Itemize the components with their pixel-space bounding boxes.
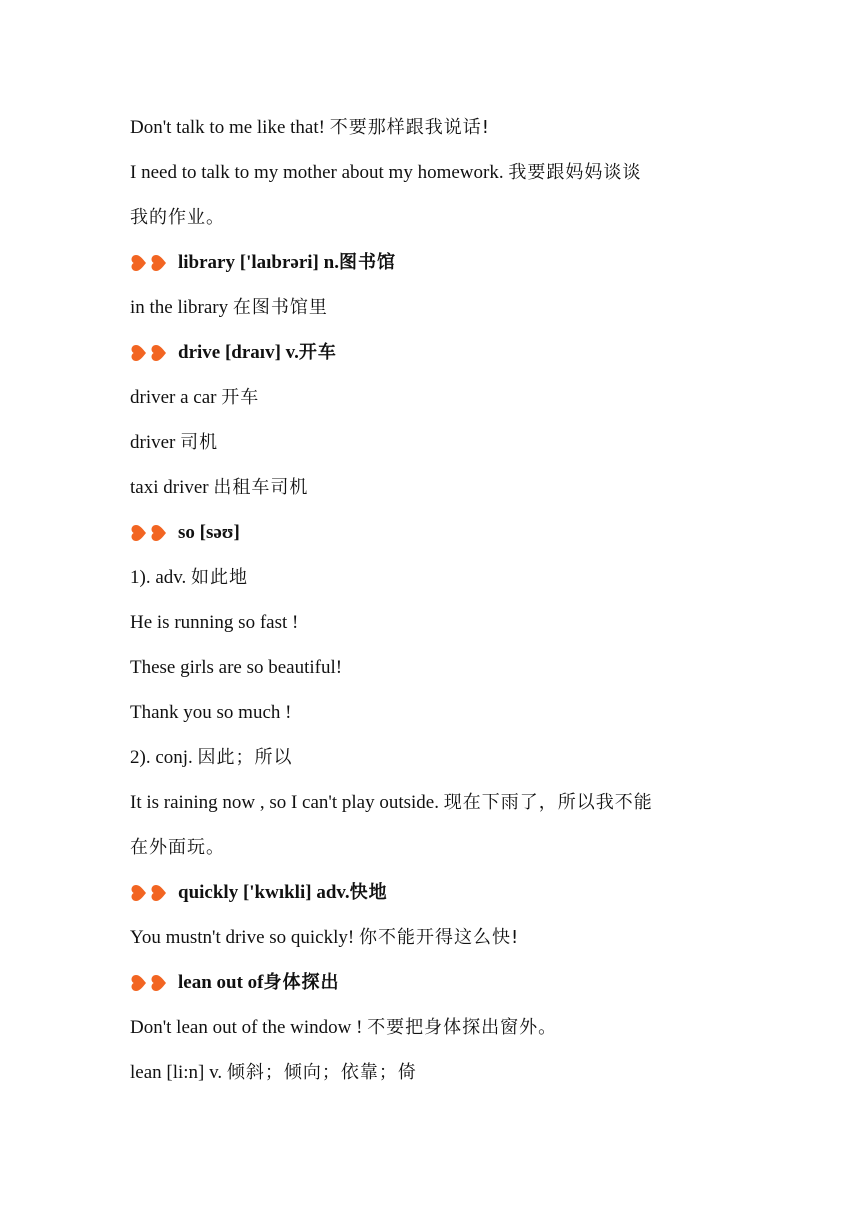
heart-bullet-icon (130, 974, 168, 992)
english-text: He is running so fast ! (130, 612, 299, 633)
sentence-line (130, 465, 740, 510)
heart-bullet-icon (130, 254, 168, 272)
chinese-text: 现在下雨了，所以我不能 (443, 792, 653, 813)
heading-english: quickly ['kwıkli] adv. (178, 882, 350, 903)
sentence-line (130, 600, 740, 645)
vocab-heading (130, 510, 740, 555)
sentence-line (130, 645, 740, 690)
chinese-text: 如此地 (191, 567, 249, 588)
sentence-line (130, 915, 740, 960)
vocab-heading (130, 870, 740, 915)
chinese-text: 出租车司机 (213, 477, 309, 498)
sentence-line (130, 780, 740, 825)
sentence-line (130, 825, 740, 870)
sentence-line (130, 690, 740, 735)
chinese-text: 不要把身体探出窗外。 (367, 1017, 558, 1038)
sentence-line (130, 105, 740, 150)
chinese-text: 在图书馆里 (232, 297, 328, 318)
chinese-text: 倾斜；倾向；依靠；倚 (226, 1062, 417, 1083)
english-text: lean [li:n] v. (130, 1062, 227, 1083)
sentence-line (130, 555, 740, 600)
english-text: These girls are so beautiful! (130, 657, 343, 678)
vocab-heading (130, 960, 740, 1005)
heading-english: library ['laıbrəri] n. (178, 252, 339, 273)
document-body (130, 105, 740, 1095)
sentence-line (130, 285, 740, 330)
heart-bullet-icon (130, 344, 168, 362)
heading-english: lean out of (178, 972, 264, 993)
english-text: I need to talk to my mother about my homework. (130, 162, 509, 183)
heart-bullet-icon (130, 884, 168, 902)
english-text: Thank you so much ! (130, 702, 292, 723)
vocab-heading (130, 240, 740, 285)
english-text: driver a car (130, 387, 222, 408)
heading-english: drive [draıv] v. (178, 342, 299, 363)
chinese-text: 开车 (221, 387, 260, 408)
heading-chinese: 开车 (298, 342, 337, 363)
heading-chinese: 图书馆 (338, 252, 396, 273)
heading-english: so [səʊ] (178, 522, 240, 543)
vocab-heading (130, 330, 740, 375)
sentence-line (130, 1050, 740, 1095)
chinese-text: 在外面玩。 (130, 837, 225, 858)
sentence-line (130, 150, 740, 195)
english-text: 1). adv. (130, 567, 192, 588)
english-text: in the library (130, 297, 233, 318)
english-text: driver (130, 432, 181, 453)
heading-chinese: 身体探出 (263, 972, 340, 993)
chinese-text: 你不能开得这么快! (358, 927, 520, 948)
chinese-text: 司机 (180, 432, 219, 453)
sentence-line (130, 375, 740, 420)
english-text: You mustn't drive so quickly! (130, 927, 359, 948)
heart-bullet-icon (130, 524, 168, 542)
sentence-line (130, 420, 740, 465)
heading-chinese: 快地 (349, 882, 388, 903)
chinese-text: 不要那样跟我说话! (329, 117, 490, 138)
english-text: It is raining now , so I can't play outside. (130, 792, 444, 813)
sentence-line (130, 1005, 740, 1050)
sentence-line (130, 735, 740, 780)
english-text: 2). conj. (130, 747, 198, 768)
chinese-text: 我要跟妈妈谈谈 (508, 162, 642, 183)
english-text: Don't lean out of the window ! (130, 1017, 368, 1038)
sentence-line (130, 195, 740, 240)
english-text: taxi driver (130, 477, 214, 498)
chinese-text: 因此；所以 (197, 747, 293, 768)
english-text: Don't talk to me like that! (130, 117, 330, 138)
chinese-text: 我的作业。 (130, 207, 225, 228)
